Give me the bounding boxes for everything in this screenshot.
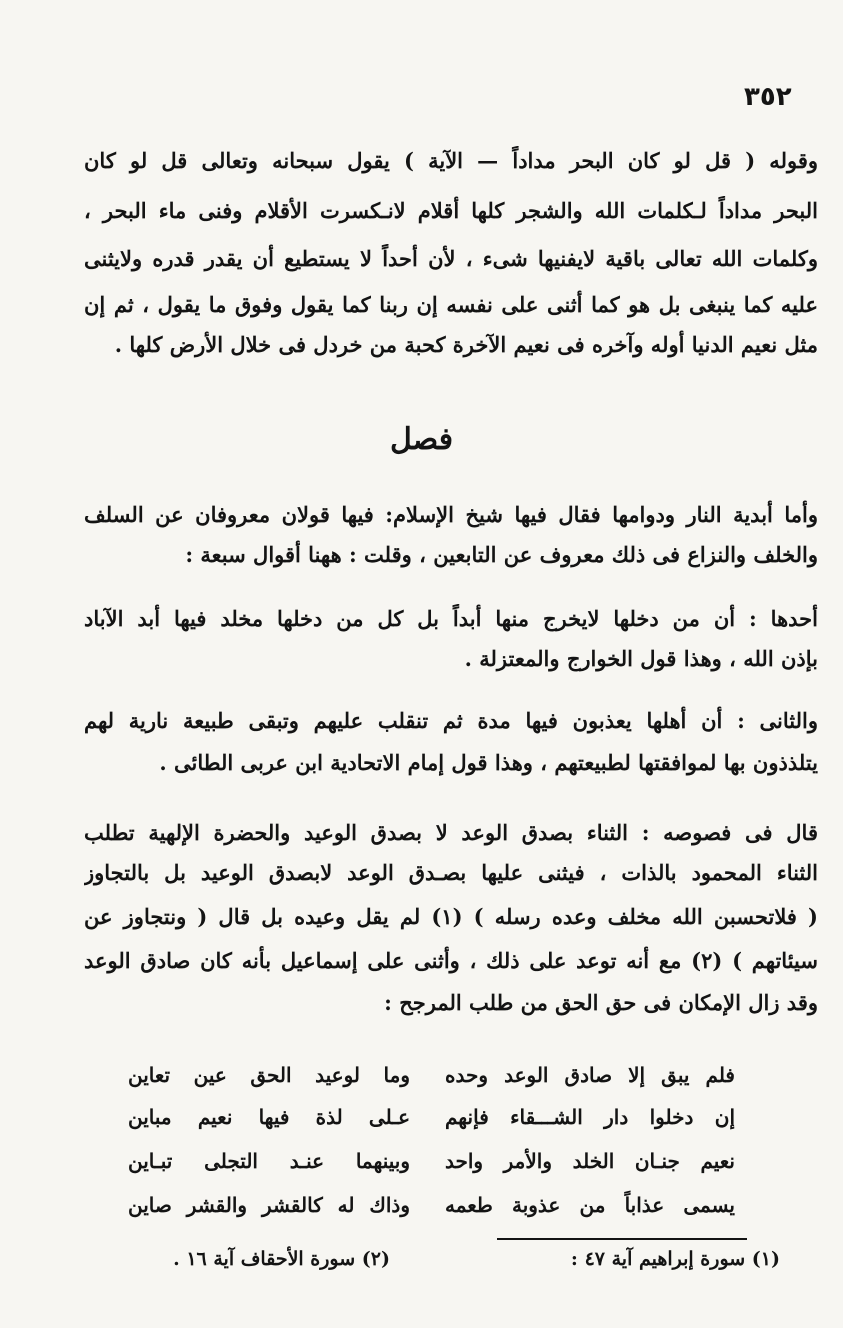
footnote-2: (٢) سورة الأحقاف آية ١٦ . bbox=[173, 1248, 390, 1270]
text-line: الثناء المحمود بالذات ، فيثنى عليها بصـدق الوعد لابصدق الوعيد بل بالتجاوز bbox=[84, 860, 818, 885]
text-line: عليه كما ينبغى بل هو كما أثنى على نفسه إن ربنا كما يقول وفوق ما يقول ، ثم إن bbox=[84, 292, 818, 317]
text-line: وكلمات الله تعالى باقية لايفنيها شىء ، لأن أحداً لا يستطيع أن يقدر قدره ولايثنى bbox=[84, 246, 818, 271]
text-line: والثانى : أن أهلها يعذبون فيها مدة ثم تنقلب عليهم وتبقى طبيعة نارية لهم bbox=[84, 708, 818, 733]
verse-second-hemistich: عـلى لذة فيها نعيم مباين bbox=[128, 1105, 410, 1129]
verse-second-hemistich: وذاك له كالقشر والقشر صاين bbox=[128, 1193, 410, 1217]
text-line: وأما أبدية النار ودوامها فقال فيها شيخ الإسلام: فيها قولان معروفان عن السلف bbox=[84, 502, 818, 527]
footnote-1: (١) سورة إبراهيم آية ٤٧ : bbox=[570, 1248, 780, 1270]
text-line: وقوله ( قل لو كان البحر مداداً — الآية ) يقول سبحانه وتعالى قل لو كان bbox=[84, 148, 818, 173]
text-line: البحر مداداً لـكلمات الله والشجر كلها أقلام لانـكسرت الأقلام وفنى ماء البحر ، bbox=[84, 198, 818, 223]
text-line: بإذن الله ، وهذا قول الخوارج والمعتزلة . bbox=[464, 646, 818, 671]
text-line: مثل نعيم الدنيا أوله وآخره فى نعيم الآخرة كحبة من خردل فى خلال الأرض كلها . bbox=[114, 332, 818, 357]
verse-first-hemistich: فلم يبق إلا صادق الوعد وحده bbox=[445, 1063, 735, 1087]
text-line: أحدها : أن من دخلها لايخرج منها أبداً بل كل من دخلها مخلد فيها أبد الآباد bbox=[84, 606, 818, 631]
text-line: يتلذذون بها لموافقتها لطبيعتهم ، وهذا قول إمام الاتحادية ابن عربى الطائى . bbox=[159, 750, 818, 775]
verse-second-hemistich: وبينهما عنـد التجلى تبـاين bbox=[128, 1149, 410, 1173]
text-line: ( فلاتحسبن الله مخلف وعده رسله ) (١) لم يقل وعيده بل قال ( ونتجاوز عن bbox=[84, 904, 818, 929]
section-heading: فصل bbox=[389, 422, 454, 457]
footnote-divider bbox=[497, 1238, 747, 1240]
page-number: ٣٥٢ bbox=[744, 82, 792, 112]
verse-first-hemistich: نعيم جنـان الخلد والأمر واحد bbox=[445, 1149, 735, 1173]
verse-first-hemistich: إن دخلوا دار الشـــقاء فإنهم bbox=[445, 1105, 735, 1129]
text-line: قال فى فصوصه : الثناء بصدق الوعد لا بصدق الوعيد والحضرة الإلهية تطلب bbox=[84, 820, 818, 845]
text-line: سيئاتهم ) (٢) مع أنه توعد على ذلك ، وأثنى على إسماعيل بأنه كان صادق الوعد bbox=[84, 948, 818, 973]
text-line: وقد زال الإمكان فى حق الحق من طلب المرجح : bbox=[384, 990, 818, 1015]
verse-second-hemistich: وما لوعيد الحق عين تعاين bbox=[128, 1063, 410, 1087]
verse-first-hemistich: يسمى عذاباً من عذوبة طعمه bbox=[445, 1193, 735, 1217]
text-line: والخلف والنزاع فى ذلك معروف عن التابعين ، وقلت : ههنا أقوال سبعة : bbox=[185, 542, 818, 567]
